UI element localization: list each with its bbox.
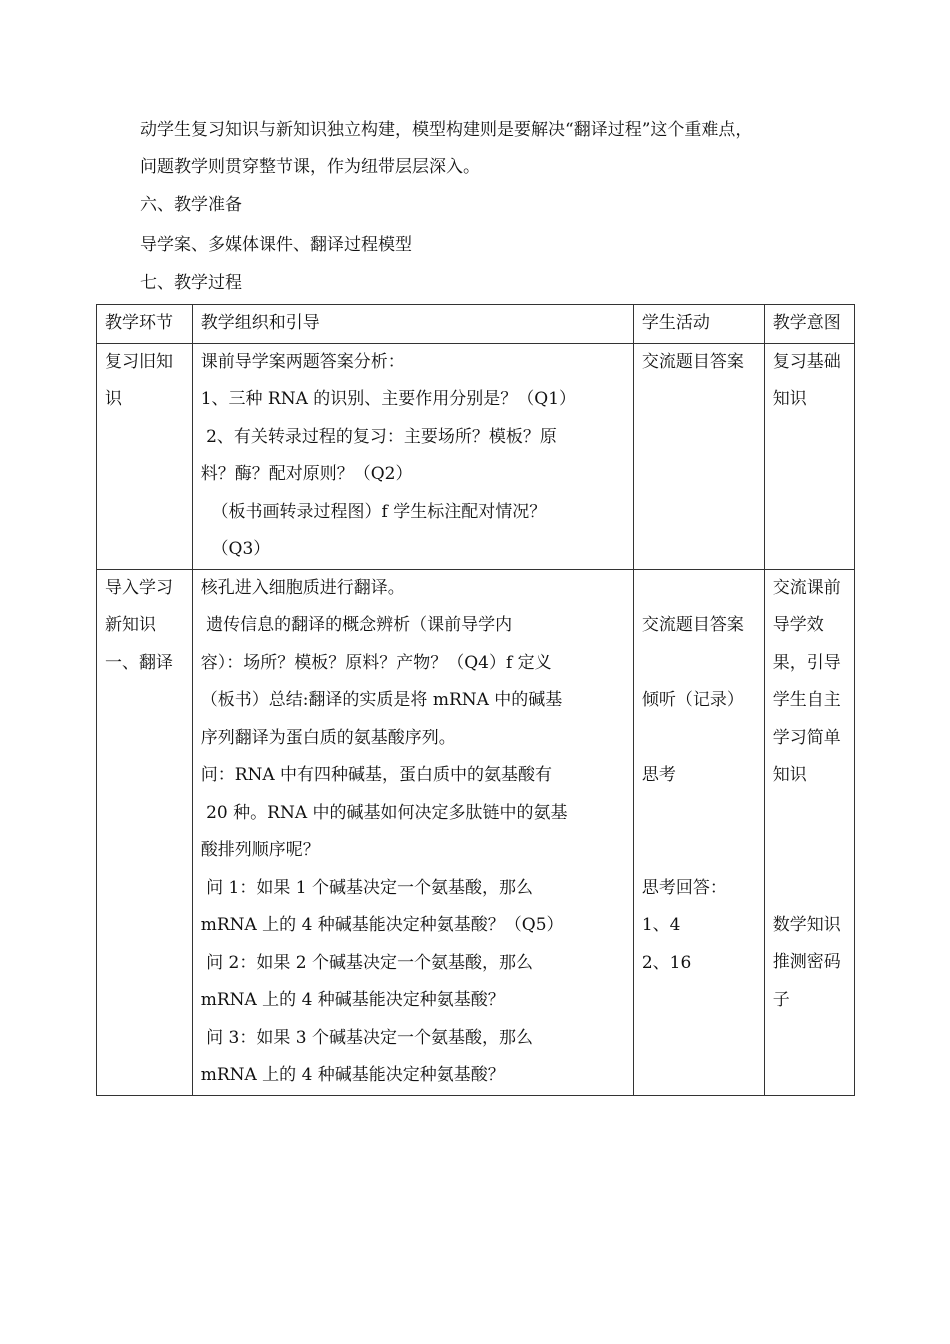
cell-line: （Q3）	[200, 539, 271, 559]
cell-line: 遗传信息的翻译的概念辨析（课前导学内	[200, 615, 513, 635]
cell-line: 数学知识	[772, 914, 841, 935]
cell-line: 问 3：如果 3 个碱基决定一个氨基酸，那么	[200, 1027, 533, 1048]
row2-activity	[633, 569, 764, 1095]
cell-line: mRNA 上的 4 种碱基能决定种氨基酸？（Q5）	[200, 915, 564, 935]
cell-line: mRNA 上的 4 种碱基能决定种氨基酸？	[200, 990, 505, 1010]
cell-line: 倾听（记录）	[641, 690, 744, 710]
cell-line: 复习基础	[772, 351, 841, 372]
section-heading-prep: 六、教学准备	[140, 195, 242, 215]
cell-line: 复习旧知	[105, 351, 173, 372]
table-row	[97, 343, 855, 569]
cell-line: 新知识	[105, 615, 156, 635]
cell-line: 料？酶？配对原则？（Q2）	[200, 464, 413, 484]
table-row	[97, 569, 855, 1095]
cell-line: 知识	[772, 389, 807, 409]
intro-line-1: 动学生复习知识与新知识独立构建，模型构建则是要解决“翻译过程”这个重难点，	[140, 120, 753, 140]
cell-line: 交流题目答案	[641, 615, 744, 635]
teaching-process-table	[96, 304, 855, 1096]
spacer	[642, 720, 756, 758]
row1-activity	[633, 343, 764, 569]
cell-line: 交流课前	[772, 577, 841, 598]
cell-line: 识	[105, 389, 122, 409]
cell-line: 一、翻译	[105, 652, 173, 673]
cell-line: （板书画转录过程图）f 学生标注配对情况？	[200, 501, 547, 522]
spacer	[642, 570, 756, 608]
spacer	[642, 795, 756, 870]
cell-line: 1、三种 RNA 的识别、主要作用分别是？（Q1）	[200, 389, 577, 409]
section-heading-process: 七、教学过程	[140, 273, 242, 293]
cell-line: 子	[772, 989, 790, 1010]
header-stage: 教学环节	[97, 305, 193, 344]
cell-line: 2、16	[641, 952, 692, 973]
table-header-row	[97, 305, 855, 344]
cell-line: 推测密码	[772, 952, 841, 972]
cell-line: 问：RNA 中有四种碱基，蛋白质中的氨基酸有	[200, 765, 553, 785]
cell-line: 思考	[641, 765, 676, 785]
cell-line: 问 1：如果 1 个碱基决定一个氨基酸，那么	[200, 877, 533, 898]
row2-intent	[764, 569, 854, 1095]
cell-line: 交流题目答案	[641, 351, 744, 372]
header-intent: 教学意图	[764, 305, 854, 344]
row2-guide	[192, 569, 633, 1095]
cell-line: 1、4	[641, 915, 681, 935]
cell-line: 容）：场所？模板？原料？产物？（Q4）f 定义	[200, 652, 552, 673]
spacer	[773, 795, 846, 907]
cell-line: 问 2：如果 2 个碱基决定一个氨基酸，那么	[200, 952, 533, 973]
cell-line: 导学效	[772, 615, 824, 635]
cell-line: mRNA 上的 4 种碱基能决定种氨基酸？	[200, 1065, 505, 1085]
cell-line: 课前导学案两题答案分析：	[200, 351, 405, 372]
row2-stage	[97, 569, 193, 1095]
intro-line-2: 问题教学则贯穿整节课，作为纽带层层深入。	[140, 157, 480, 177]
cell-line: 酸排列顺序呢？	[200, 840, 320, 860]
cell-line: 导入学习	[105, 577, 173, 598]
row1-stage	[97, 343, 193, 569]
spacer	[642, 645, 756, 683]
row1-guide	[192, 343, 633, 569]
cell-line: 果，引导	[772, 652, 841, 673]
cell-line: 思考回答：	[641, 877, 727, 898]
header-guide: 教学组织和引导	[192, 305, 633, 344]
prep-materials: 导学案、多媒体课件、翻译过程模型	[140, 235, 412, 255]
cell-line: （板书）总结:翻译的实质是将 mRNA 中的碱基	[200, 690, 563, 710]
row1-intent	[764, 343, 854, 569]
cell-line: 知识	[772, 765, 807, 785]
cell-line: 核孔进入细胞质进行翻译。	[200, 577, 405, 598]
header-activity: 学生活动	[633, 305, 764, 344]
cell-line: 序列翻译为蛋白质的氨基酸序列。	[200, 727, 456, 748]
cell-line: 20 种。RNA 中的碱基如何决定多肽链中的氨基	[200, 802, 568, 823]
cell-line: 2、有关转录过程的复习：主要场所？模板？原	[200, 426, 557, 447]
cell-line: 学生自主	[772, 690, 841, 710]
cell-line: 学习简单	[772, 727, 841, 748]
